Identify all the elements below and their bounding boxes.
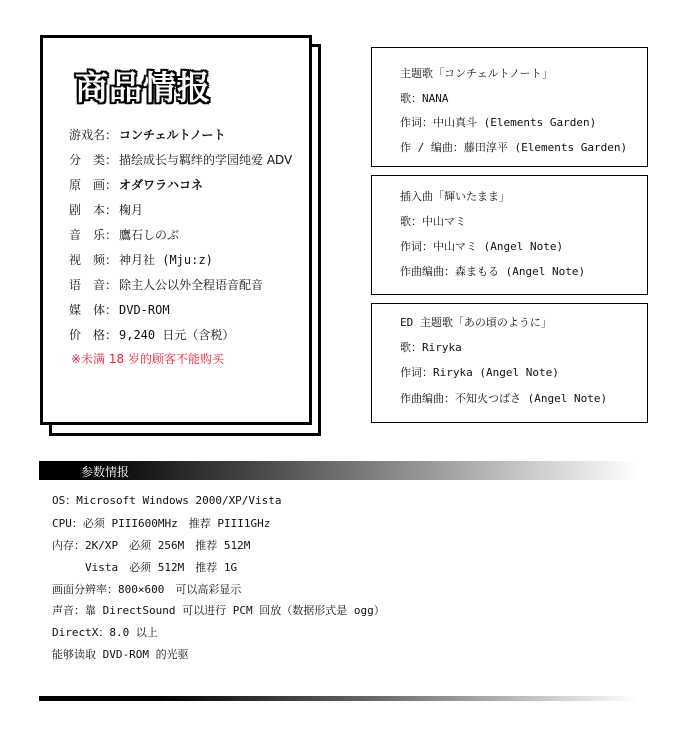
song-lyricist: 作词：中山真斗 (Elements Garden) (400, 116, 597, 129)
info-row-price (69, 322, 292, 347)
spec-memory-vista: Vista 必须 512M 推荐 1G (52, 561, 238, 574)
info-row-music (69, 222, 292, 247)
song-lyricist: 作词：中山マミ (Angel Note) (400, 240, 564, 253)
bottom-divider (39, 696, 639, 701)
info-label: 语 音： (69, 278, 118, 292)
info-row-genre (69, 147, 292, 172)
info-value: 除主人公以外全程语音配音 (119, 278, 264, 292)
info-row-art (69, 172, 292, 197)
spec-drive: 能够读取 DVD-ROM 的光驱 (52, 648, 189, 661)
song-singer: 歌：NANA (400, 92, 449, 105)
info-label: 分 类： (69, 153, 118, 167)
info-value: DVD-ROM (119, 302, 170, 317)
page-title: 商品情报 (75, 68, 211, 107)
info-value: 椈月 (119, 203, 144, 217)
song-composer: 作 / 编曲：藤田淳平 (Elements Garden) (400, 141, 628, 154)
info-value: オダワラハコネ (119, 178, 204, 192)
info-label: 价 格： (69, 328, 118, 342)
info-value: コンチェルトノート (119, 128, 226, 142)
info-value: 描绘成长与羁绊的学园纯爱 ADV (119, 153, 293, 167)
info-value: 神月社 (Mju:z) (119, 253, 213, 267)
info-row-game-name (69, 122, 292, 147)
song-title: 主题歌「コンチェルトノート」 (400, 67, 553, 80)
product-info-list (69, 122, 292, 347)
spec-directx: DirectX：8.0 以上 (52, 626, 158, 639)
info-row-media (69, 297, 292, 322)
info-row-voice (69, 272, 292, 297)
spec-cpu: CPU：必须 PIII600MHz 推荐 PIII1GHz (52, 517, 271, 530)
info-label: 剧 本： (69, 203, 118, 217)
specs-title: 参数情报 (81, 465, 130, 479)
spec-os: OS：Microsoft Windows 2000/XP/Vista (52, 494, 282, 507)
info-label: 音 乐： (69, 228, 118, 242)
info-label: 游戏名： (69, 128, 118, 142)
ed-song-box (371, 303, 648, 423)
song-title: ED 主题歌「あの頃のように」 (400, 316, 552, 329)
song-lyricist: 作词：Riryka (Angel Note) (400, 366, 559, 379)
spec-sound: 声音：靠 DirectSound 可以进行 PCM 回放（数据形式是 ogg） (52, 604, 385, 617)
spec-memory: 内存：2K/XP 必须 256M 推荐 512M (52, 539, 251, 552)
song-title: 插入曲「輝いたまま」 (400, 190, 510, 203)
song-composer: 作曲编曲：不知火つばさ (Angel Note) (400, 392, 608, 405)
info-value: 9,240 日元（含税） (119, 328, 235, 342)
song-singer: 歌：中山マミ (400, 215, 466, 228)
info-label: 媒 体： (69, 303, 118, 317)
info-label: 原 画： (69, 178, 118, 192)
theme-song-box (371, 47, 648, 167)
info-row-scenario (69, 197, 292, 222)
spec-resolution: 画面分辨率：800×600 可以高彩显示 (52, 583, 242, 596)
age-warning: ※未满 18 岁的顾客不能购买 (71, 352, 224, 366)
info-label: 视 频： (69, 253, 118, 267)
info-value: 鷹石しのぶ (119, 228, 180, 242)
song-singer: 歌：Riryka (400, 341, 462, 354)
info-row-video (69, 247, 292, 272)
insert-song-box (371, 175, 648, 295)
song-composer: 作曲编曲：森まもる (Angel Note) (400, 265, 586, 278)
